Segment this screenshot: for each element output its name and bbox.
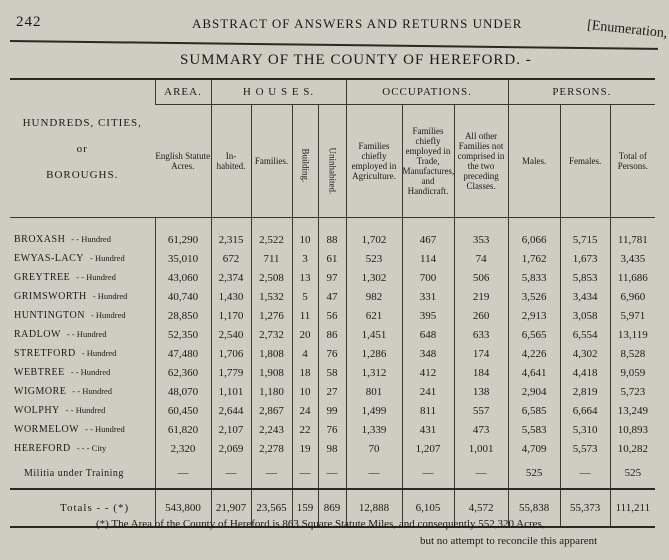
table-cell: 4,418 <box>560 363 610 382</box>
table-cell: 47 <box>318 287 346 306</box>
table-cell: 60,450 <box>155 401 211 420</box>
table-cell: 3,058 <box>560 306 610 325</box>
hundred-name: GREYTREE <box>14 272 71 283</box>
persons-group: PERSONS. <box>508 79 655 105</box>
table-row <box>10 439 655 458</box>
table-cell: 20 <box>292 325 318 344</box>
hundred-name: HUNTINGTON <box>14 310 85 321</box>
militia-row <box>10 458 655 489</box>
table-cell: 8,528 <box>610 344 655 363</box>
table-cell: 6,960 <box>610 287 655 306</box>
table-cell: 648 <box>402 325 454 344</box>
table-cell: 1,673 <box>560 249 610 268</box>
table-cell: 48,070 <box>155 382 211 401</box>
table-cell: 3,435 <box>610 249 655 268</box>
table-cell: 2,069 <box>211 439 251 458</box>
militia-cell: — <box>402 458 454 489</box>
table-cell: 1,180 <box>251 382 292 401</box>
table-cell: 1,706 <box>211 344 251 363</box>
totals-cell: 6,105 <box>402 489 454 527</box>
table-cell: 2,278 <box>251 439 292 458</box>
hundred-name: WIGMORE <box>14 386 67 397</box>
table-cell: 114 <box>402 249 454 268</box>
table-cell: 5,971 <box>610 306 655 325</box>
table-cell: 2,732 <box>251 325 292 344</box>
hundred-name: WORMELOW <box>14 424 80 435</box>
totals-label: Totals - - (*) <box>10 489 155 527</box>
table-cell: 61 <box>318 249 346 268</box>
table-cell: 6,565 <box>508 325 560 344</box>
hundred-kind: - - - City <box>76 443 107 453</box>
hundred-kind: - - Hundred <box>70 367 111 377</box>
table-cell: 5,853 <box>560 268 610 287</box>
militia-label: Militia under Training <box>24 467 124 479</box>
running-title: ABSTRACT OF ANSWERS AND RETURNS UNDER <box>192 16 523 31</box>
militia-cell: — <box>560 458 610 489</box>
table-cell: 982 <box>346 287 402 306</box>
table-cell: 6,554 <box>560 325 610 344</box>
hundred-kind: - - Hundred <box>72 386 113 396</box>
hundreds-label: HUNDREDS, CITIES, <box>22 116 142 129</box>
table-row <box>10 218 655 250</box>
table-cell: 99 <box>318 401 346 420</box>
table-cell: 58 <box>318 363 346 382</box>
hundred-name: HEREFORD <box>14 443 71 454</box>
area-group: AREA. <box>155 79 211 105</box>
occupations-group: OCCUPATIONS. <box>346 79 508 105</box>
hundreds-or: or <box>76 142 88 155</box>
col-agriculture: Families chiefly employed in Agriculture. <box>346 105 402 218</box>
table-cell: 2,867 <box>251 401 292 420</box>
table-cell: 672 <box>211 249 251 268</box>
table-cell: 19 <box>292 439 318 458</box>
row-name-cell <box>10 249 155 268</box>
row-name-cell <box>10 287 155 306</box>
hundred-kind: - - Hundred <box>65 405 106 415</box>
table-cell: 1,302 <box>346 268 402 287</box>
table-cell: 260 <box>454 306 508 325</box>
table-cell: 35,010 <box>155 249 211 268</box>
table-cell: 13,249 <box>610 401 655 420</box>
totals-cell: 12,888 <box>346 489 402 527</box>
col-building-label: Building. <box>300 148 310 183</box>
table-cell: 2,320 <box>155 439 211 458</box>
table-cell: 74 <box>454 249 508 268</box>
table-cell: 52,350 <box>155 325 211 344</box>
table-cell: 61,820 <box>155 420 211 439</box>
table-cell: 348 <box>402 344 454 363</box>
col-uninhabited <box>318 105 346 218</box>
col-females: Females. <box>560 105 610 218</box>
table-cell: 395 <box>402 306 454 325</box>
table-cell: 5,723 <box>610 382 655 401</box>
table-row <box>10 382 655 401</box>
group-header-row <box>10 79 655 105</box>
table-cell: 1,451 <box>346 325 402 344</box>
table-cell: 40,740 <box>155 287 211 306</box>
row-name-cell <box>10 363 155 382</box>
table-cell: 700 <box>402 268 454 287</box>
table-cell: 76 <box>318 420 346 439</box>
houses-group: H O U S E S. <box>211 79 346 105</box>
table-title: SUMMARY OF THE COUNTY OF HEREFORD. - <box>180 52 532 68</box>
totals-cell: 159 <box>292 489 318 527</box>
col-inhabited: In-habited. <box>211 105 251 218</box>
totals-cell: 4,572 <box>454 489 508 527</box>
totals-cell: 111,211 <box>610 489 655 527</box>
table-cell: 2,913 <box>508 306 560 325</box>
table-cell: 2,374 <box>211 268 251 287</box>
boroughs-label: BOROUGHS. <box>46 168 119 181</box>
table-cell: 18 <box>292 363 318 382</box>
table-cell: 10,893 <box>610 420 655 439</box>
table-cell: 97 <box>318 268 346 287</box>
table-cell: 1,532 <box>251 287 292 306</box>
row-name-cell <box>10 268 155 287</box>
table-cell: 27 <box>318 382 346 401</box>
hundred-name: GRIMSWORTH <box>14 291 87 302</box>
militia-cell: — <box>292 458 318 489</box>
hundred-kind: - Hundred <box>92 291 128 301</box>
table-cell: 13,119 <box>610 325 655 344</box>
militia-cell: 525 <box>508 458 560 489</box>
table-cell: 1,101 <box>211 382 251 401</box>
table-cell: 98 <box>318 439 346 458</box>
table-cell: 5 <box>292 287 318 306</box>
table-row <box>10 325 655 344</box>
row-name-cell <box>10 344 155 363</box>
row-name-cell <box>10 382 155 401</box>
summary-table <box>10 78 655 528</box>
hundreds-header <box>10 79 155 218</box>
table-cell: 331 <box>402 287 454 306</box>
table-cell: 70 <box>346 439 402 458</box>
table-cell: 1,499 <box>346 401 402 420</box>
table-cell: 10 <box>292 218 318 250</box>
table-cell: 2,107 <box>211 420 251 439</box>
hundred-kind: - - Hundred <box>76 272 116 282</box>
table-cell: 1,808 <box>251 344 292 363</box>
hundred-kind: - - Hundred <box>71 234 111 244</box>
table-cell: 3,526 <box>508 287 560 306</box>
table-cell: 4,709 <box>508 439 560 458</box>
table-cell: 86 <box>318 325 346 344</box>
table-cell: 76 <box>318 344 346 363</box>
table-cell: 3 <box>292 249 318 268</box>
table-cell: 2,540 <box>211 325 251 344</box>
table-cell: 711 <box>251 249 292 268</box>
militia-cell: — <box>155 458 211 489</box>
row-name-cell <box>10 401 155 420</box>
totals-cell: 869 <box>318 489 346 527</box>
table-cell: 353 <box>454 218 508 250</box>
col-other: All other Families not comprised in the two preceding Classes. <box>454 105 508 218</box>
table-cell: 5,715 <box>560 218 610 250</box>
militia-cell: — <box>318 458 346 489</box>
header-rule <box>10 40 658 50</box>
col-trade: Families chiefly employed in Trade, Manufactures, and Handicraft. <box>402 105 454 218</box>
table-row <box>10 287 655 306</box>
col-families: Families. <box>251 105 292 218</box>
table-cell: 174 <box>454 344 508 363</box>
hundred-name: WEBTREE <box>14 367 65 378</box>
table-cell: 2,315 <box>211 218 251 250</box>
table-cell: 10 <box>292 382 318 401</box>
row-name-cell <box>10 439 155 458</box>
table-cell: 62,360 <box>155 363 211 382</box>
table-cell: 621 <box>346 306 402 325</box>
table-cell: 43,060 <box>155 268 211 287</box>
table-cell: 1,762 <box>508 249 560 268</box>
table-cell: 2,522 <box>251 218 292 250</box>
table-cell: 431 <box>402 420 454 439</box>
table-cell: 1,908 <box>251 363 292 382</box>
table-cell: 13 <box>292 268 318 287</box>
table-row <box>10 344 655 363</box>
table-row <box>10 306 655 325</box>
table-cell: 4 <box>292 344 318 363</box>
table-cell: 6,664 <box>560 401 610 420</box>
table-cell: 4,302 <box>560 344 610 363</box>
table-cell: 1,339 <box>346 420 402 439</box>
table-cell: 5,573 <box>560 439 610 458</box>
table-cell: 28,850 <box>155 306 211 325</box>
table-cell: 11,781 <box>610 218 655 250</box>
table-cell: 11,686 <box>610 268 655 287</box>
hundred-kind: - Hundred <box>90 253 125 263</box>
table-cell: 22 <box>292 420 318 439</box>
table-row <box>10 401 655 420</box>
hundred-kind: - - Hundred <box>85 424 125 434</box>
militia-cell: 525 <box>610 458 655 489</box>
row-name-cell <box>10 325 155 344</box>
table-cell: 1,001 <box>454 439 508 458</box>
table-row <box>10 249 655 268</box>
table-cell: 1,170 <box>211 306 251 325</box>
table-cell: 473 <box>454 420 508 439</box>
row-name-cell <box>10 218 155 250</box>
table-cell: 241 <box>402 382 454 401</box>
table-cell: 801 <box>346 382 402 401</box>
table-cell: 3,434 <box>560 287 610 306</box>
table-cell: 2,243 <box>251 420 292 439</box>
table-cell: 1,702 <box>346 218 402 250</box>
table-body <box>10 218 655 490</box>
table-cell: 2,508 <box>251 268 292 287</box>
table-cell: 6,585 <box>508 401 560 420</box>
table-row <box>10 268 655 287</box>
hundred-name: WOLPHY <box>14 405 60 416</box>
footnote-line-1: (*) The Area of the County of Hereford is 863 Square Statute Miles, and consequently 552,320 Acres, <box>96 518 545 530</box>
table-cell: 61,290 <box>155 218 211 250</box>
hundred-kind: - Hundred <box>90 310 126 320</box>
militia-cell: — <box>454 458 508 489</box>
table-row <box>10 420 655 439</box>
table-cell: 10,282 <box>610 439 655 458</box>
table-cell: 1,207 <box>402 439 454 458</box>
militia-cell: — <box>251 458 292 489</box>
table-cell: 1,312 <box>346 363 402 382</box>
col-total: Total of Persons. <box>610 105 655 218</box>
table-cell: 557 <box>454 401 508 420</box>
table-cell: 1,430 <box>211 287 251 306</box>
table-cell: 5,583 <box>508 420 560 439</box>
running-header <box>14 14 669 42</box>
table-cell: 2,904 <box>508 382 560 401</box>
col-building <box>292 105 318 218</box>
totals-cell: 21,907 <box>211 489 251 527</box>
militia-cell: — <box>346 458 402 489</box>
table-cell: 412 <box>402 363 454 382</box>
hundred-kind: - - Hundred <box>66 329 107 339</box>
table-cell: 24 <box>292 401 318 420</box>
table-cell: 1,779 <box>211 363 251 382</box>
totals-cell: 55,838 <box>508 489 560 527</box>
hundred-kind: - Hundred <box>81 348 117 358</box>
table-cell: 5,833 <box>508 268 560 287</box>
table-cell: 1,286 <box>346 344 402 363</box>
table-cell: 633 <box>454 325 508 344</box>
row-name-cell <box>10 306 155 325</box>
hundred-name: EWYAS-LACY <box>14 253 84 264</box>
totals-cell: 23,565 <box>251 489 292 527</box>
table-cell: 1,276 <box>251 306 292 325</box>
table-cell: 523 <box>346 249 402 268</box>
table-cell: 47,480 <box>155 344 211 363</box>
table-row <box>10 363 655 382</box>
page-number: 242 <box>16 14 42 30</box>
table-cell: 467 <box>402 218 454 250</box>
col-uninhabited-label: Uninhabited. <box>327 147 338 195</box>
col-area: English Statute Acres. <box>155 105 211 218</box>
row-name-cell <box>10 420 155 439</box>
table-cell: 11 <box>292 306 318 325</box>
table-cell: 4,641 <box>508 363 560 382</box>
totals-cell: 543,800 <box>155 489 211 527</box>
hundred-name: RADLOW <box>14 329 61 340</box>
col-males: Males. <box>508 105 560 218</box>
table-cell: 811 <box>402 401 454 420</box>
table-cell: 4,226 <box>508 344 560 363</box>
hundred-name: STRETFORD <box>14 348 76 359</box>
table-cell: 56 <box>318 306 346 325</box>
totals-cell: 55,373 <box>560 489 610 527</box>
table-cell: 506 <box>454 268 508 287</box>
hundred-name: BROXASH <box>14 234 66 245</box>
table-cell: 219 <box>454 287 508 306</box>
table-cell: 2,644 <box>211 401 251 420</box>
table-cell: 88 <box>318 218 346 250</box>
table-cell: 2,819 <box>560 382 610 401</box>
table-cell: 9,059 <box>610 363 655 382</box>
table-cell: 138 <box>454 382 508 401</box>
running-title-right: [Enumeration, <box>586 18 669 42</box>
table-cell: 5,310 <box>560 420 610 439</box>
militia-cell: — <box>211 458 251 489</box>
table-cell: 184 <box>454 363 508 382</box>
table-cell: 6,066 <box>508 218 560 250</box>
footnote-line-2: but no attempt to reconcile this apparent <box>420 535 598 547</box>
